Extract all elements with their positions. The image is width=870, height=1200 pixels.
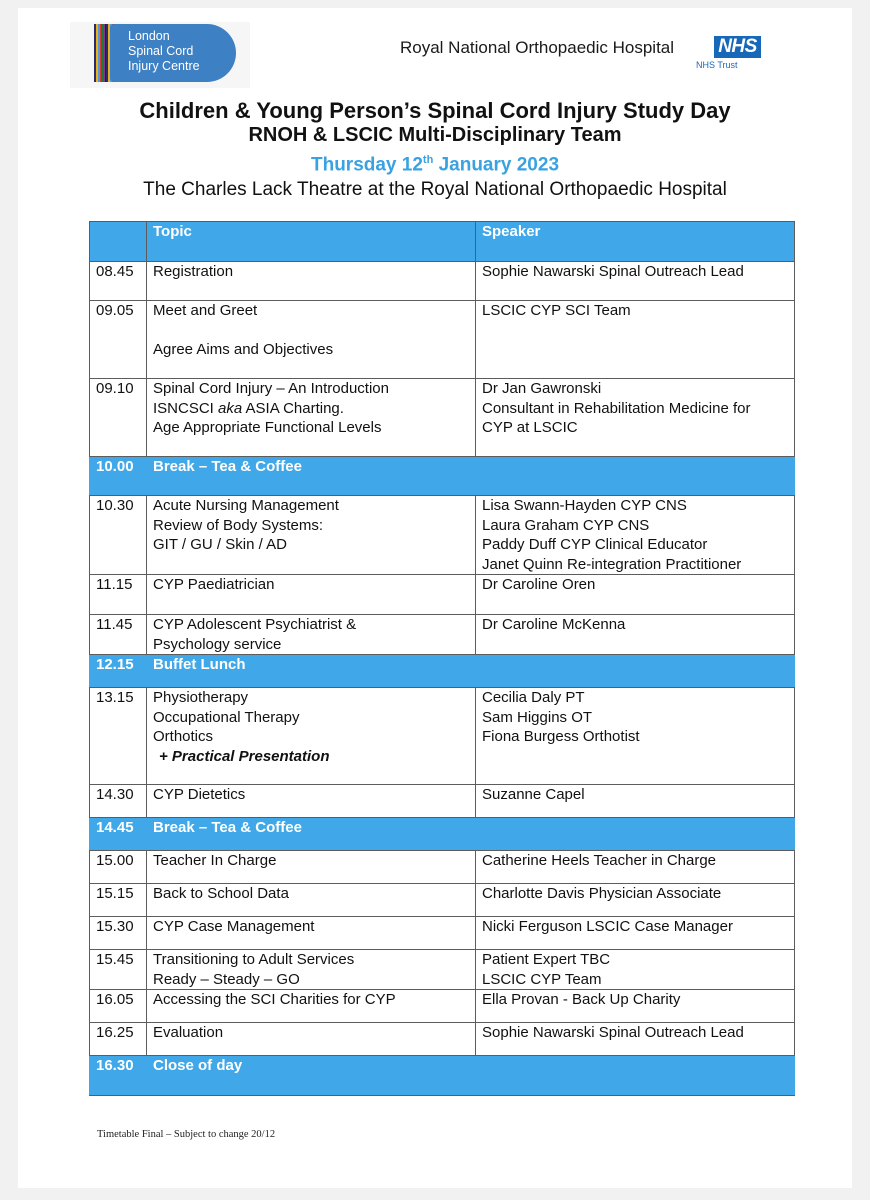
session-topic bbox=[147, 379, 476, 457]
topic-line: CYP Paediatrician bbox=[153, 576, 275, 593]
lscic-logo-text bbox=[128, 29, 238, 74]
session-time: 15.30 bbox=[90, 917, 147, 950]
session-time: 16.25 bbox=[90, 1023, 147, 1056]
break-label: Buffet Lunch bbox=[147, 655, 795, 688]
table-row bbox=[90, 917, 795, 950]
session-time: 11.15 bbox=[90, 575, 147, 615]
table-row bbox=[90, 950, 795, 990]
header-speaker: Speaker bbox=[476, 222, 795, 262]
session-speaker bbox=[476, 688, 795, 785]
session-topic bbox=[147, 917, 476, 950]
session-time: 11.45 bbox=[90, 615, 147, 655]
session-topic bbox=[147, 496, 476, 575]
session-speaker bbox=[476, 917, 795, 950]
topic-line: GIT / GU / Skin / AD bbox=[153, 536, 287, 553]
session-topic bbox=[147, 688, 476, 785]
topic-line: Acute Nursing Management bbox=[153, 497, 339, 514]
event-date bbox=[0, 148, 870, 177]
speaker-line: Catherine Heels Teacher in Charge bbox=[482, 852, 717, 869]
table-row bbox=[90, 615, 795, 655]
footer-note: Timetable Final – Subject to change 20/12 bbox=[97, 1129, 276, 1140]
table-header-row bbox=[90, 222, 795, 262]
session-time: 15.15 bbox=[90, 884, 147, 917]
event-date-rest: January 2023 bbox=[433, 154, 560, 176]
topic-line: Meet and Greet bbox=[153, 302, 258, 319]
session-topic bbox=[147, 575, 476, 615]
session-topic bbox=[147, 785, 476, 818]
event-venue: The Charles Lack Theatre at the Royal National Orthopaedic Hospital bbox=[143, 179, 727, 201]
table-row bbox=[90, 496, 795, 575]
session-speaker bbox=[476, 301, 795, 379]
topic-line: Age Appropriate Functional Levels bbox=[153, 419, 382, 436]
speaker-line: Lisa Swann-Hayden CYP CNS bbox=[482, 497, 687, 514]
session-topic bbox=[147, 884, 476, 917]
session-speaker bbox=[476, 262, 795, 301]
topic-line: ISNCSCI aka ASIA Charting. bbox=[153, 399, 344, 417]
session-speaker bbox=[476, 615, 795, 655]
break-row bbox=[90, 1056, 795, 1096]
session-time: 15.45 bbox=[90, 950, 147, 990]
speaker-line: Sophie Nawarski Spinal Outreach Lead bbox=[482, 1024, 744, 1041]
session-time: 16.30 bbox=[90, 1056, 147, 1096]
session-speaker bbox=[476, 575, 795, 615]
lscic-logo-line: Spinal Cord bbox=[128, 44, 194, 58]
header-topic: Topic bbox=[147, 222, 476, 262]
session-time: 10.30 bbox=[90, 496, 147, 575]
table-row bbox=[90, 884, 795, 917]
topic-line: Evaluation bbox=[153, 1024, 224, 1041]
break-label: Break – Tea & Coffee bbox=[147, 818, 795, 851]
session-topic bbox=[147, 851, 476, 884]
session-time: 09.10 bbox=[90, 379, 147, 457]
session-speaker bbox=[476, 1023, 795, 1056]
speaker-line: Suzanne Capel bbox=[482, 786, 585, 803]
speaker-line: Laura Graham CYP CNS bbox=[482, 516, 650, 534]
lscic-logo-line: London bbox=[128, 29, 170, 43]
topic-line: CYP Dietetics bbox=[153, 786, 246, 803]
schedule-body bbox=[90, 222, 795, 1096]
session-time: 08.45 bbox=[90, 262, 147, 301]
session-time: 10.00 bbox=[90, 457, 147, 496]
session-speaker bbox=[476, 851, 795, 884]
session-time: 14.30 bbox=[90, 785, 147, 818]
session-topic bbox=[147, 990, 476, 1023]
speaker-line: CYP at LSCIC bbox=[482, 419, 578, 436]
table-row bbox=[90, 262, 795, 301]
speaker-line: Ella Provan - Back Up Charity bbox=[482, 991, 681, 1008]
speaker-line: LSCIC CYP Team bbox=[482, 970, 602, 988]
table-row bbox=[90, 301, 795, 379]
break-row bbox=[90, 457, 795, 496]
session-speaker bbox=[476, 496, 795, 575]
break-label: Break – Tea & Coffee bbox=[147, 457, 795, 496]
page-title: Children & Young Person’s Spinal Cord Injury Study Day bbox=[139, 98, 731, 123]
topic-line: CYP Case Management bbox=[153, 918, 315, 935]
page-subtitle: RNOH & LSCIC Multi-Disciplinary Team bbox=[248, 124, 622, 146]
speaker-line: Nicki Ferguson LSCIC Case Manager bbox=[482, 918, 733, 935]
topic-line: Teacher In Charge bbox=[153, 852, 277, 869]
session-time: 13.15 bbox=[90, 688, 147, 785]
header-time-cell bbox=[90, 222, 147, 262]
topic-line: Orthotics bbox=[153, 728, 214, 745]
table-row bbox=[90, 379, 795, 457]
table-row bbox=[90, 990, 795, 1023]
speaker-line: Dr Caroline Oren bbox=[482, 576, 596, 593]
topic-line: Transitioning to Adult Services bbox=[153, 951, 355, 968]
topic-line: Spinal Cord Injury – An Introduction bbox=[153, 380, 389, 397]
break-label: Close of day bbox=[147, 1056, 795, 1096]
session-time: 14.45 bbox=[90, 818, 147, 851]
speaker-line: Sam Higgins OT bbox=[482, 708, 593, 726]
speaker-line: Patient Expert TBC bbox=[482, 951, 611, 968]
practical-presentation-note: + Practical Presentation bbox=[159, 747, 330, 765]
session-topic bbox=[147, 301, 476, 379]
lscic-logo bbox=[70, 22, 250, 88]
speaker-line: LSCIC CYP SCI Team bbox=[482, 302, 631, 319]
session-topic bbox=[147, 615, 476, 655]
speaker-line: Charlotte Davis Physician Associate bbox=[482, 885, 722, 902]
speaker-line: Cecilia Daly PT bbox=[482, 689, 585, 706]
session-time: 12.15 bbox=[90, 655, 147, 688]
speaker-line: Janet Quinn Re-integration Practitioner bbox=[482, 555, 742, 573]
session-speaker bbox=[476, 990, 795, 1023]
table-row bbox=[90, 688, 795, 785]
hospital-name: Royal National Orthopaedic Hospital bbox=[400, 38, 675, 57]
session-topic bbox=[147, 1023, 476, 1056]
nhs-badge: NHS bbox=[714, 36, 761, 58]
session-topic bbox=[147, 950, 476, 990]
break-row bbox=[90, 818, 795, 851]
table-row bbox=[90, 785, 795, 818]
session-speaker bbox=[476, 950, 795, 990]
session-time: 09.05 bbox=[90, 301, 147, 379]
topic-line: CYP Adolescent Psychiatrist & bbox=[153, 616, 357, 633]
session-topic bbox=[147, 262, 476, 301]
session-speaker bbox=[476, 379, 795, 457]
schedule-table bbox=[89, 221, 795, 1096]
table-row bbox=[90, 851, 795, 884]
topic-line: Back to School Data bbox=[153, 885, 289, 902]
topic-line: Accessing the SCI Charities for CYP bbox=[153, 991, 396, 1008]
speaker-line: Dr Jan Gawronski bbox=[482, 380, 602, 397]
topic-line: Review of Body Systems: bbox=[153, 516, 324, 534]
topic-line: Registration bbox=[153, 263, 234, 280]
speaker-line: Paddy Duff CYP Clinical Educator bbox=[482, 536, 708, 553]
break-row bbox=[90, 655, 795, 688]
session-speaker bbox=[476, 884, 795, 917]
table-row bbox=[90, 1023, 795, 1056]
speaker-line: Dr Caroline McKenna bbox=[482, 616, 626, 633]
event-date-day: Thursday 12 bbox=[310, 154, 423, 176]
topic-line: Physiotherapy bbox=[153, 689, 249, 706]
event-date-suffix: th bbox=[422, 154, 434, 166]
title-block bbox=[0, 98, 870, 202]
session-time: 16.05 bbox=[90, 990, 147, 1023]
topic-line: Ready – Steady – GO bbox=[153, 970, 300, 988]
speaker-line: Fiona Burgess Orthotist bbox=[482, 728, 640, 745]
topic-spacer bbox=[153, 321, 469, 341]
lscic-logo-line: Injury Centre bbox=[128, 59, 200, 73]
topic-line: Psychology service bbox=[153, 635, 282, 653]
topic-line: Occupational Therapy bbox=[153, 708, 300, 726]
table-row bbox=[90, 575, 795, 615]
speaker-line: Sophie Nawarski Spinal Outreach Lead bbox=[482, 263, 744, 280]
topic-line: Agree Aims and Objectives bbox=[153, 341, 334, 358]
session-speaker bbox=[476, 785, 795, 818]
session-time: 15.00 bbox=[90, 851, 147, 884]
speaker-line: Consultant in Rehabilitation Medicine for bbox=[482, 399, 751, 417]
nhs-trust-label: NHS Trust bbox=[696, 60, 738, 70]
